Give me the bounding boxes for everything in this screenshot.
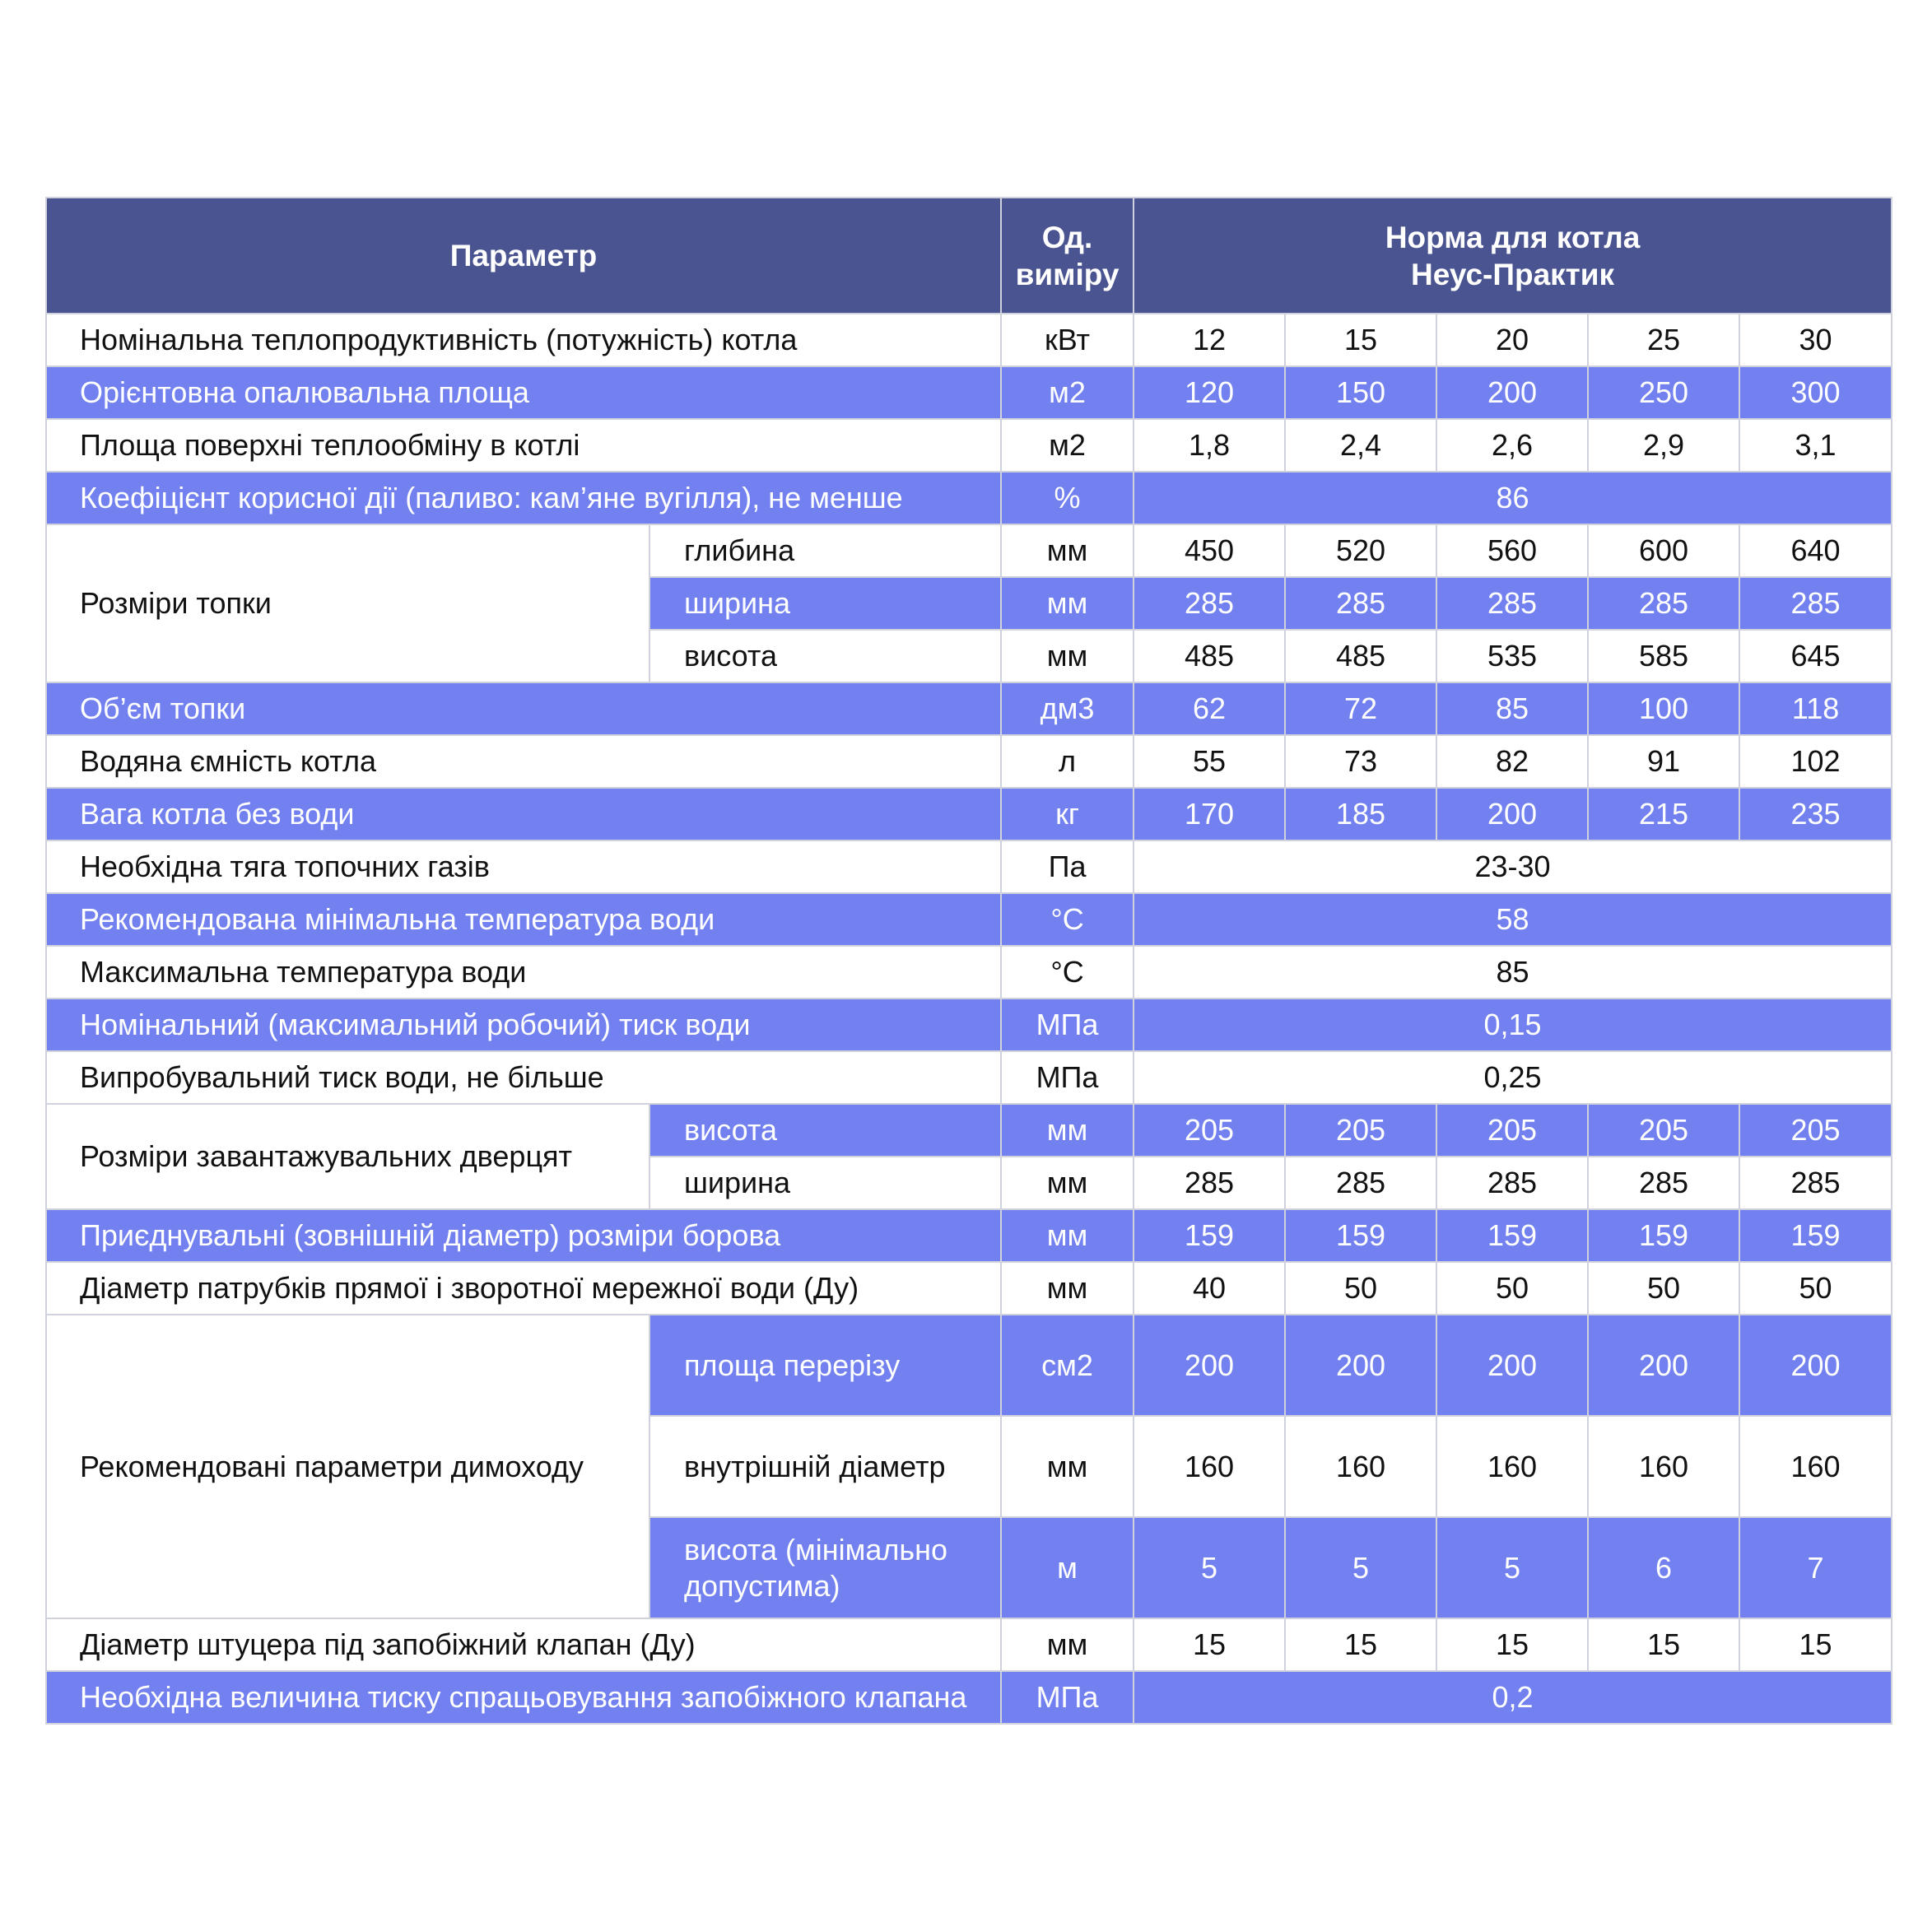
- cell-value: 285: [1588, 1157, 1739, 1209]
- table-row: [46, 1209, 1892, 1262]
- cell-value: 535: [1436, 630, 1588, 682]
- row-unit: кг: [1001, 788, 1134, 840]
- cell-value: 0,25: [1134, 1051, 1892, 1104]
- cell-value: 120: [1134, 366, 1285, 419]
- table-row: [46, 524, 1892, 577]
- row-name: Орієнтовна опалювальна площа: [46, 366, 1001, 419]
- table-row: [46, 1051, 1892, 1104]
- cell-value: 50: [1588, 1262, 1739, 1315]
- row-unit: мм: [1001, 524, 1134, 577]
- row-unit: мм: [1001, 1262, 1134, 1315]
- row-name: Рекомендована мінімальна температура води: [46, 893, 1001, 946]
- row-name: Коефіцієнт корисної дії (паливо: кам’яне вугілля), не менше: [46, 472, 1001, 524]
- cell-value: 640: [1739, 524, 1892, 577]
- row-unit: м2: [1001, 419, 1134, 472]
- cell-value: 30: [1739, 314, 1892, 366]
- row-name: Площа поверхні теплообміну в котлі: [46, 419, 1001, 472]
- cell-value: 62: [1134, 682, 1285, 735]
- row-name: Випробувальний тиск води, не більше: [46, 1051, 1001, 1104]
- row-unit: %: [1001, 472, 1134, 524]
- sub-label: висота: [649, 630, 1001, 682]
- sub-label: висота: [649, 1104, 1001, 1157]
- row-name: Необхідна величина тиску спрацьовування запобіжного клапана: [46, 1671, 1001, 1724]
- cell-value: 485: [1285, 630, 1436, 682]
- cell-value: 2,6: [1436, 419, 1588, 472]
- cell-value: 5: [1285, 1517, 1436, 1618]
- row-name: Розміри завантажувальних дверцят: [46, 1104, 649, 1209]
- cell-value: 285: [1285, 577, 1436, 630]
- table-row: [46, 682, 1892, 735]
- cell-value: 7: [1739, 1517, 1892, 1618]
- cell-value: 205: [1436, 1104, 1588, 1157]
- cell-value: 485: [1134, 630, 1285, 682]
- cell-value: 285: [1588, 577, 1739, 630]
- cell-value: 160: [1285, 1416, 1436, 1517]
- cell-value: 15: [1739, 1618, 1892, 1671]
- cell-value: 159: [1134, 1209, 1285, 1262]
- cell-value: 159: [1739, 1209, 1892, 1262]
- cell-value: 160: [1436, 1416, 1588, 1517]
- table-row: [46, 419, 1892, 472]
- cell-value: 102: [1739, 735, 1892, 788]
- cell-value: 15: [1134, 1618, 1285, 1671]
- cell-value: 85: [1134, 946, 1892, 999]
- table-row: [46, 999, 1892, 1051]
- cell-value: 159: [1436, 1209, 1588, 1262]
- table-row: [46, 946, 1892, 999]
- sub-label: висота (мінімально допустима): [649, 1517, 1001, 1618]
- cell-value: 73: [1285, 735, 1436, 788]
- row-unit: дм3: [1001, 682, 1134, 735]
- cell-value: 91: [1588, 735, 1739, 788]
- table-row: [46, 788, 1892, 840]
- cell-value: 0,2: [1134, 1671, 1892, 1724]
- cell-value: 3,1: [1739, 419, 1892, 472]
- row-name: Об’єм топки: [46, 682, 1001, 735]
- cell-value: 585: [1588, 630, 1739, 682]
- row-unit: МПа: [1001, 1051, 1134, 1104]
- cell-value: 200: [1285, 1315, 1436, 1416]
- row-unit: мм: [1001, 1104, 1134, 1157]
- cell-value: 205: [1134, 1104, 1285, 1157]
- cell-value: 50: [1739, 1262, 1892, 1315]
- cell-value: 250: [1588, 366, 1739, 419]
- row-name: Рекомендовані параметри димоходу: [46, 1315, 649, 1618]
- row-unit: °С: [1001, 946, 1134, 999]
- header-unit: Од. виміру: [1001, 198, 1134, 314]
- cell-value: 200: [1588, 1315, 1739, 1416]
- cell-value: 645: [1739, 630, 1892, 682]
- cell-value: 40: [1134, 1262, 1285, 1315]
- row-name: Діаметр штуцера під запобіжний клапан (Ду): [46, 1618, 1001, 1671]
- cell-value: 2,4: [1285, 419, 1436, 472]
- cell-value: 159: [1285, 1209, 1436, 1262]
- sub-label: ширина: [649, 577, 1001, 630]
- cell-value: 12: [1134, 314, 1285, 366]
- cell-value: 170: [1134, 788, 1285, 840]
- cell-value: 86: [1134, 472, 1892, 524]
- cell-value: 285: [1285, 1157, 1436, 1209]
- cell-value: 100: [1588, 682, 1739, 735]
- cell-value: 2,9: [1588, 419, 1739, 472]
- cell-value: 85: [1436, 682, 1588, 735]
- cell-value: 285: [1134, 577, 1285, 630]
- cell-value: 82: [1436, 735, 1588, 788]
- row-unit: мм: [1001, 1209, 1134, 1262]
- sub-label: внутрішній діаметр: [649, 1416, 1001, 1517]
- row-unit: МПа: [1001, 999, 1134, 1051]
- header-param: Параметр: [46, 198, 1001, 314]
- cell-value: 50: [1436, 1262, 1588, 1315]
- table-row: [46, 366, 1892, 419]
- cell-value: 205: [1588, 1104, 1739, 1157]
- cell-value: 15: [1285, 314, 1436, 366]
- table-row: [46, 735, 1892, 788]
- cell-value: 200: [1134, 1315, 1285, 1416]
- header-row: [46, 198, 1892, 314]
- row-unit: °С: [1001, 893, 1134, 946]
- cell-value: 150: [1285, 366, 1436, 419]
- row-unit: м2: [1001, 366, 1134, 419]
- sub-label: глибина: [649, 524, 1001, 577]
- row-unit: см2: [1001, 1315, 1134, 1416]
- cell-value: 1,8: [1134, 419, 1285, 472]
- row-name: Номінальний (максимальний робочий) тиск води: [46, 999, 1001, 1051]
- cell-value: 200: [1739, 1315, 1892, 1416]
- row-unit: МПа: [1001, 1671, 1134, 1724]
- cell-value: 200: [1436, 788, 1588, 840]
- row-unit: мм: [1001, 1618, 1134, 1671]
- row-unit: мм: [1001, 577, 1134, 630]
- cell-value: 285: [1739, 577, 1892, 630]
- row-name: Діаметр патрубків прямої і зворотної мережної води (Ду): [46, 1262, 1001, 1315]
- cell-value: 285: [1134, 1157, 1285, 1209]
- cell-value: 50: [1285, 1262, 1436, 1315]
- sub-label: площа перерізу: [649, 1315, 1001, 1416]
- table-row: [46, 1262, 1892, 1315]
- row-name: Номінальна теплопродуктивність (потужність) котла: [46, 314, 1001, 366]
- table-row: [46, 472, 1892, 524]
- row-unit: мм: [1001, 1416, 1134, 1517]
- cell-value: 72: [1285, 682, 1436, 735]
- header-norm: Норма для котла Неус-Практик: [1134, 198, 1892, 314]
- row-unit: кВт: [1001, 314, 1134, 366]
- row-unit: Па: [1001, 840, 1134, 893]
- table-row: [46, 314, 1892, 366]
- cell-value: 285: [1436, 577, 1588, 630]
- cell-value: 285: [1739, 1157, 1892, 1209]
- cell-value: 5: [1134, 1517, 1285, 1618]
- table-row: [46, 1618, 1892, 1671]
- row-name: Приєднувальні (зовнішній діаметр) розміри борова: [46, 1209, 1001, 1262]
- cell-value: 560: [1436, 524, 1588, 577]
- row-unit: мм: [1001, 630, 1134, 682]
- cell-value: 205: [1285, 1104, 1436, 1157]
- sub-label: ширина: [649, 1157, 1001, 1209]
- cell-value: 23-30: [1134, 840, 1892, 893]
- table-row: [46, 1104, 1892, 1157]
- cell-value: 15: [1285, 1618, 1436, 1671]
- cell-value: 118: [1739, 682, 1892, 735]
- cell-value: 25: [1588, 314, 1739, 366]
- cell-value: 5: [1436, 1517, 1588, 1618]
- cell-value: 20: [1436, 314, 1588, 366]
- cell-value: 159: [1588, 1209, 1739, 1262]
- cell-value: 0,15: [1134, 999, 1892, 1051]
- cell-value: 6: [1588, 1517, 1739, 1618]
- cell-value: 55: [1134, 735, 1285, 788]
- row-name: Вага котла без води: [46, 788, 1001, 840]
- cell-value: 200: [1436, 1315, 1588, 1416]
- spec-table: [45, 197, 1892, 1725]
- cell-value: 160: [1134, 1416, 1285, 1517]
- row-unit: мм: [1001, 1157, 1134, 1209]
- cell-value: 520: [1285, 524, 1436, 577]
- row-name: Необхідна тяга топочних газів: [46, 840, 1001, 893]
- cell-value: 600: [1588, 524, 1739, 577]
- cell-value: 300: [1739, 366, 1892, 419]
- cell-value: 235: [1739, 788, 1892, 840]
- cell-value: 205: [1739, 1104, 1892, 1157]
- table-row: [46, 1671, 1892, 1724]
- cell-value: 160: [1739, 1416, 1892, 1517]
- cell-value: 285: [1436, 1157, 1588, 1209]
- cell-value: 160: [1588, 1416, 1739, 1517]
- row-name: Водяна ємність котла: [46, 735, 1001, 788]
- row-name: Максимальна температура води: [46, 946, 1001, 999]
- cell-value: 15: [1436, 1618, 1588, 1671]
- table-row: [46, 1315, 1892, 1416]
- cell-value: 200: [1436, 366, 1588, 419]
- row-name: Розміри топки: [46, 524, 649, 682]
- cell-value: 15: [1588, 1618, 1739, 1671]
- cell-value: 185: [1285, 788, 1436, 840]
- table-row: [46, 893, 1892, 946]
- cell-value: 450: [1134, 524, 1285, 577]
- cell-value: 215: [1588, 788, 1739, 840]
- table-row: [46, 840, 1892, 893]
- row-unit: м: [1001, 1517, 1134, 1618]
- row-unit: л: [1001, 735, 1134, 788]
- cell-value: 58: [1134, 893, 1892, 946]
